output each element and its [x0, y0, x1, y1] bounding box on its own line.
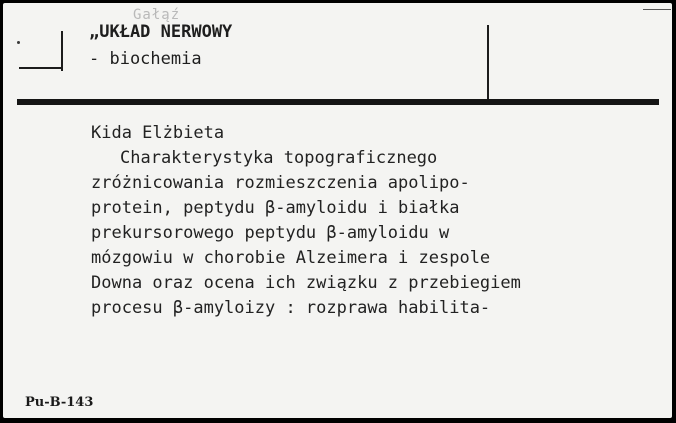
title-line: zróżnicowania rozmieszczenia apolipo- — [91, 173, 470, 193]
top-edge-rule — [643, 9, 671, 10]
subject-heading: „UKŁAD NERWOWY — [89, 22, 233, 42]
title-line: Charakterystyka topograficznego — [120, 148, 438, 168]
header-divider — [487, 25, 489, 101]
title-line: prekursorowego peptydu β-amyloidu w — [91, 223, 450, 243]
corner-bracket-horizontal — [19, 67, 63, 69]
card-body — [91, 121, 661, 321]
catalog-card — [3, 3, 672, 418]
header-rule — [17, 99, 659, 105]
corner-bracket — [19, 25, 63, 69]
subject-subheading: - biochemia — [89, 49, 202, 69]
faint-overprint-text: Gałąź — [133, 7, 181, 23]
title-line: procesu β-amyloizy : rozprawa habilita- — [91, 298, 491, 318]
call-number: Pu-B-143 — [25, 395, 94, 410]
title-line: protein, peptydu β-amyloidu i białka — [91, 198, 460, 218]
title-line: mózgowiu w chorobie Alzeimera i zespole — [91, 248, 491, 268]
corner-bracket-vertical — [61, 31, 63, 71]
author-name: Kida Elżbieta — [91, 123, 225, 143]
title-line: Downa oraz ocena ich związku z przebiegiem — [91, 273, 521, 293]
